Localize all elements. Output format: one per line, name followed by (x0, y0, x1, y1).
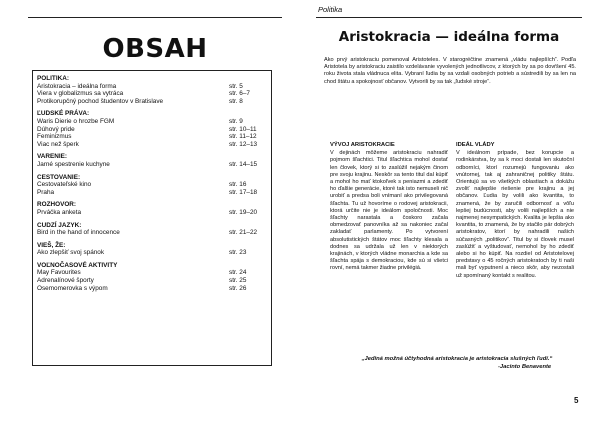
toc-box (32, 70, 272, 366)
toc-entry-title: Viera v globalizmus sa vytráca (37, 90, 124, 98)
toc-entry-page: str. 24 (229, 269, 247, 277)
running-head: Politika (318, 5, 343, 14)
toc-entry-page: str. 14–15 (229, 160, 258, 168)
toc-entry (37, 209, 269, 217)
column-text: V ideálnom prípade, bez korupcie a rodinkárstva, by sa k moci dostali len skutoční odborníci, ktorí rozumejú fungovaniu ako vnútornej, tak aj zahraničnej politiky štátu. Orientujú sa vo všetkých oblastiach a dokážu zvoliť najlepšie riešenie pre krajinu a jej občanov. Ľudia by volili ako kvantita, to znamená, že by zaručili odbornosť a vôľu lepšej budúcnosti, aby volili najlepších a nie najmenej nesympatických. Kvalita je lepšia ako kvantita, to znamená, že by stačilo pár dobrých aristokratov, ktorí by nahradili našich súčasných „politikov“. Titul by si človek musel zaslúžiť a vyštudovať, nemohol by ho zdediť alebo si ho kúpiť. Na rozdiel od Aristotelovej predstavy o 45 ročných aristokratoch by ti naši mali byť vyputnení a nieco skôr, aby nezostali už spomínaný kontakt s realitou. (456, 150, 574, 279)
toc-entry-page: str. 9 (229, 117, 243, 125)
toc-entry-title: Jarné spestrenie kuchyne (37, 160, 110, 168)
quote-author: -Jacinto Benavente (498, 364, 552, 370)
top-rule (316, 17, 582, 18)
toc-entry-title: Protikorupčný pochod študentov v Bratislave (37, 97, 164, 105)
toc-entry-title: Waris Dierie o hrozbe FGM (37, 117, 115, 125)
toc-entry-page: str. 26 (229, 284, 247, 292)
toc-entry-page: str. 5 (229, 82, 243, 90)
page-number: 5 (574, 396, 579, 405)
toc-entry-title: Feminizmus (37, 133, 72, 141)
toc-section-heading: ROZHOVOR: (37, 201, 77, 209)
toc-section-heading: POLITIKA: (37, 75, 69, 82)
toc-entry (37, 229, 269, 237)
toc-entry-page: str. 8 (229, 97, 243, 105)
column-heading: IDEÁL VLÁDY (456, 142, 495, 148)
toc-entry (37, 285, 269, 293)
toc-entry-title: Prváčka anketa (37, 208, 82, 216)
toc-entry (37, 126, 269, 134)
toc-entry-page: str. 12–13 (229, 140, 258, 148)
toc-entry-title: Osemomerovka s výpom (37, 284, 108, 292)
column-text: V dejinách môžeme aristokraciu nahradiť pojmom šľachtici. Titul šľachtica mohol dostať len človek, ktorý si to zaslúžil nejakým činom pre svoju krajinu. Neskôr sa tento titul dal kúpiť a mohol ho mať ktokoľvek s peniazmi a zdediť ho ďalšie generácie, ktoré tak isto nemuseli nič urobiť a predsa boli vnímaní ako privilegovaná šľachta. Tu už hovoríme o rodovej aristokracii, ktorá určite nie je ideálom spoločnosti. Moc šľachty narastala a čoskoro začala obmedzovať panovníka až sa nakoniec začal zakladať parlamenty. Po vytvorení absolutistických štátov moc šľachty klesala a dodnes sa udržala už len v niektorých krajinách, v ktorých vládne monarchia a kde sa šľachta spája s demokraciou, kde sú si všetci rovní, nemá takmer žiadne privilégiá. (330, 150, 448, 272)
column-left (330, 142, 448, 273)
toc-list (37, 75, 269, 292)
toc-entry-page: str. 19–20 (229, 208, 258, 216)
pull-quote: „Jediná možná účtyhodná aristokracia je aristokracia slušných ľudí.“ (361, 356, 553, 362)
toc-entry (37, 83, 269, 91)
toc-entry-page: str. 11–12 (229, 133, 257, 141)
toc-entry-page: str. 6–7 (229, 90, 250, 98)
toc-entry (37, 181, 269, 189)
toc-entry (37, 90, 269, 98)
toc-entry-title: Bird in the hand of innocence (37, 229, 120, 237)
toc-entry-title: Cestovateľské kino (37, 181, 92, 189)
toc-entry (37, 249, 269, 257)
toc-section-heading: VOĽNOČASOVÉ AKTIVITY (37, 261, 118, 269)
article-lead: Ako prvý aristokraciu pomenoval Aristoteles. V starogréčtine znamená „vládu najlepších“. Podľa Aristotela by aristokraciu zaistilo vzdelávanie vyvolených jednotlivcov, z ktorých by sa po dovŕšení 45. roku života stala vládnuca elita. Vybraní ľudia by sa vzdali osobných potrieb a sústredili by sa len na chod štátu a spokojnosť občanov. Vytvorili by sa tak „ľudské stroje“. (324, 57, 576, 85)
toc-section-heading: VIEŠ, ŽE: (37, 241, 66, 249)
toc-entry (37, 133, 269, 141)
toc-entry-title: Viac než šperk (37, 140, 79, 148)
toc-entry-page: str. 16 (229, 181, 247, 189)
toc-entry (37, 118, 269, 126)
toc-entry-title: May Favourites (37, 269, 81, 277)
toc-entry (37, 141, 269, 149)
toc-entry (37, 161, 269, 169)
toc-section-heading: CUDZÍ JAZYK: (37, 221, 82, 229)
toc-entry-page: str. 23 (229, 249, 247, 257)
toc-section-heading: CESTOVANIE: (37, 173, 81, 181)
top-rule (28, 17, 282, 18)
toc-entry (37, 277, 269, 285)
toc-entry-title: Dúhový pride (37, 125, 75, 133)
article-title: Aristokracia — ideálna forma (338, 29, 560, 45)
toc-entry-title: Adrenalínové športy (37, 277, 94, 285)
toc-section-heading: ĽUDSKÉ PRÁVA: (37, 110, 90, 118)
toc-entry-page: str. 21–22 (229, 229, 258, 237)
toc-section-heading: VARENIE: (37, 153, 68, 161)
toc-entry-page: str. 25 (229, 277, 247, 285)
article-page (302, 0, 582, 424)
column-heading: VÝVOJ ARISTOKRACIE (330, 142, 395, 148)
toc-entry (37, 189, 269, 197)
toc-title: OBSAH (102, 34, 208, 64)
toc-entry-page: str. 17–18 (229, 188, 258, 196)
toc-entry-title: Ako zlepšiť svoj spánok (37, 249, 105, 257)
toc-entry-title: Aristokracia – ideálna forma (37, 82, 117, 90)
toc-page (28, 0, 282, 424)
toc-entry-page: str. 10–11 (229, 125, 257, 133)
toc-entry (37, 269, 269, 277)
toc-entry (37, 98, 269, 106)
column-right (456, 142, 574, 280)
toc-entry-title: Praha (37, 188, 55, 196)
